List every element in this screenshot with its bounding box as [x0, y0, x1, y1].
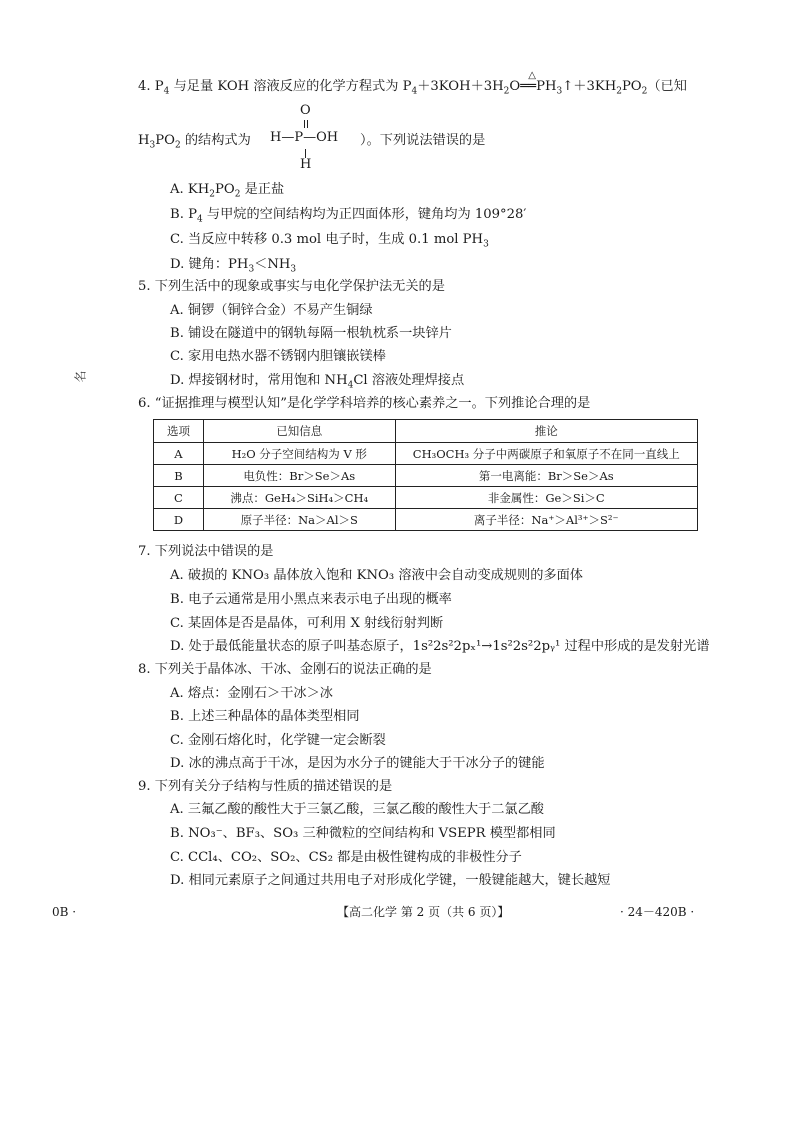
- q9-option-c: C. CCl₄、CO₂、SO₂、CS₂ 都是由极性键构成的非极性分子: [170, 850, 522, 865]
- q7-stem: 7. 下列说法中错误的是: [138, 544, 274, 559]
- q5-option-c: C. 家用电热水器不锈钢内胆镶嵌镁棒: [170, 349, 386, 364]
- table-header-cell: 选项: [154, 420, 204, 443]
- q8-option-b: B. 上述三种晶体的晶体类型相同: [170, 709, 360, 724]
- table-cell: 非金属性：Ge＞Si＞C: [395, 487, 697, 509]
- q4-stem-line1: 4. $P_4$ 与足量 KOH 溶液反应的化学方程式为 $P_4+3KOH+3H_2O$ △ $══PH_3↑+3KH_2PO_2$（已知: [138, 70, 687, 97]
- footer-left: 0B ·: [52, 905, 77, 919]
- q4-option-a: A. $KH_2PO_2$ 是正盐: [170, 182, 285, 200]
- q5-option-b: B. 铺设在隧道中的钢轨每隔一根轨枕系一块锌片: [170, 326, 452, 341]
- q5-stem: 5. 下列生活中的现象或事实与电化学保护法无关的是: [138, 279, 445, 294]
- margin-mark: 名: [73, 370, 88, 383]
- q9-option-b: B. NO₃⁻、BF₃、SO₃ 三种微粒的空间结构和 VSEPR 模型都相同: [170, 826, 556, 841]
- table-header-row: [154, 420, 698, 443]
- q9-option-d: D. 相同元素原子之间通过共用电子对形成化学键，一般键能越大，键长越短: [170, 873, 611, 888]
- struct-bottom-h: H: [300, 157, 312, 172]
- table-cell: CH₃OCH₃ 分子中两碳原子和氧原子不在同一直线上: [395, 443, 697, 465]
- table-cell: H₂O 分子空间结构为 V 形: [203, 443, 395, 465]
- q7-option-b: B. 电子云通常是用小黑点来表示电子出现的概率: [170, 592, 452, 607]
- table-header-cell: 推论: [395, 420, 697, 443]
- q4-option-d: D. 键角：$PH_3<NH_3$: [170, 257, 297, 275]
- table-cell: C: [154, 487, 204, 509]
- q8-stem: 8. 下列关于晶体冰、干冰、金刚石的说法正确的是: [138, 662, 432, 677]
- q8-option-a: A. 熔点：金刚石＞干冰＞冰: [170, 686, 333, 701]
- q8-option-d: D. 冰的沸点高于干冰，是因为水分子的键能大于干冰分子的键能: [170, 756, 545, 771]
- table-row: [154, 465, 698, 487]
- q7-option-a: A. 破损的 KNO₃ 晶体放入饱和 KNO₃ 溶液中会自动变成规则的多面体: [170, 568, 583, 583]
- q5-option-a: A. 铜锣（铜锌合金）不易产生铜绿: [170, 303, 373, 318]
- q6-table: [153, 419, 698, 531]
- h3po2-structural-formula: [270, 100, 360, 175]
- table-cell: A: [154, 443, 204, 465]
- table-cell: 原子半径：Na＞Al＞S: [203, 509, 395, 531]
- q6-stem: 6. “证据推理与模型认知”是化学学科培养的核心素养之一。下列推论合理的是: [138, 396, 591, 411]
- q4-option-c: C. 当反应中转移 0.3 mol 电子时，生成 0.1 mol $PH_3$: [170, 232, 489, 250]
- table-cell: 沸点：GeH₄＞SiH₄＞CH₄: [203, 487, 395, 509]
- q9-stem: 9. 下列有关分子结构与性质的描述错误的是: [138, 779, 393, 794]
- footer-page-info: 【高二化学 第 2 页（共 6 页）】: [337, 905, 510, 919]
- struct-oxygen: O: [300, 103, 311, 118]
- q8-option-c: C. 金刚石熔化时，化学键一定会断裂: [170, 733, 386, 748]
- q7-option-d: D. 处于最低能量状态的原子叫基态原子，1s²2s²2pₓ¹→1s²2s²2pᵧ¹ 过程中形成的是发射光谱: [170, 639, 710, 654]
- table-header-cell: 已知信息: [203, 420, 395, 443]
- table-row: [154, 487, 698, 509]
- table-cell: 第一电离能：Br＞Se＞As: [395, 465, 697, 487]
- q4-stem-line2: $H_3PO_2$ 的结构式为: [138, 133, 251, 151]
- table-cell: 离子半径：Na⁺＞Al³⁺＞S²⁻: [395, 509, 697, 531]
- table-row: [154, 443, 698, 465]
- q7-option-c: C. 某固体是否是晶体，可利用 X 射线衍射判断: [170, 616, 444, 631]
- table-cell: B: [154, 465, 204, 487]
- q4-stem-tail: ）。下列说法错误的是: [360, 133, 486, 148]
- q4-option-b: B. $P_4$ 与甲烷的空间结构均为正四面体形，键角均为 109°28′: [170, 207, 527, 225]
- q9-option-a: A. 三氟乙酸的酸性大于三氯乙酸，三氯乙酸的酸性大于二氯乙酸: [170, 802, 544, 817]
- struct-main-chain: H—P—OH: [270, 130, 339, 145]
- table-cell: D: [154, 509, 204, 531]
- q5-option-d: D. 焊接钢材时，常用饱和 $NH_4Cl$ 溶液处理焊接点: [170, 373, 465, 391]
- table-row: [154, 509, 698, 531]
- footer-code: · 24－420B ·: [620, 905, 695, 919]
- table-cell: 电负性：Br＞Se＞As: [203, 465, 395, 487]
